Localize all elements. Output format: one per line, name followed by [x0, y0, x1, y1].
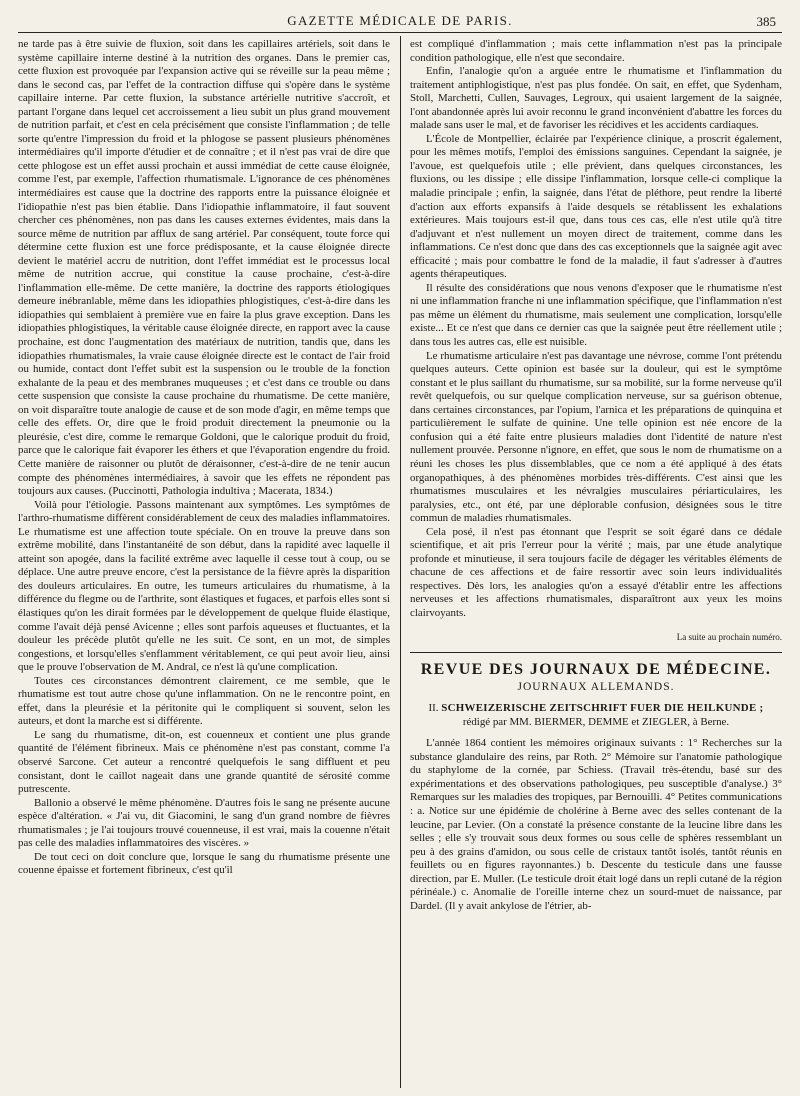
journal-number: II. — [428, 702, 439, 715]
section-subtitle: JOURNAUX ALLEMANDS. — [517, 680, 675, 693]
paragraph: L'École de Montpellier, éclairée par l'expérience clinique, a proscrit également, pour les mêmes motifs, l'emploi des émissions sanguines. Cependant la saignée, je l'avoue, est quelquefois utile ; elle prévient, dans quelques circonstances, les fluxions, ou les dissipe ; elle dissipe l'inflammation, lorsque celle-ci complique la maladie principale ; enfin, la saignée, dans l'état de pléthore, peut rendre la liberté d'action aux efforts expansifs à l'aide desquels se rétablissent les exhalations extérieures. Mais toujours est-il que, dans tous ces cas, elle n'est utile qu'à titre d'adjuvant et n'est nullement un moyen direct de traitement, comme dans les inflammations. Ce n'est donc que dans des cas exceptionnels que la saignée agit avec efficacité ; mais pour combattre le fond de la maladie, il faut s'adresser à d'autres agents thérapeutiques. — [410, 132, 782, 281]
right-column — [410, 38, 782, 1088]
section-title: REVUE DES JOURNAUX DE MÉDECINE. — [420, 661, 772, 679]
paragraph: Le sang du rhumatisme, dit-on, est couenneux et contient une plus grande quantité de l'élément fibrineux. Mais ce phénomène n'est pas constant, comme l'a observé Sarcone. Cet auteur a rencontré quelquefois le sang diffluent et peu consistant, dont le caillot nageait dans une grande quantité de sérosité comme putrescente. — [18, 728, 390, 796]
journal-editors: rédigé par MM. BIERMER, DEMME et ZIEGLER, à Berne. — [462, 715, 730, 728]
paragraph: Il résulte des considérations que nous venons d'exposer que le rhumatisme n'est ni une inflammation franche ni une inflammation spécifique, que l'inflammation n'est pas même un élément du rhumatisme, mais seulement une complication, lorsqu'elle existe... Et ce n'est que dans ce dernier cas que la saignée peut être réellement utile ; dans tous les autres cas, elle est nuisible. — [410, 281, 782, 349]
journal-name: SCHWEIZERISCHE ZEITSCHRIFT FUER DIE HEILKUNDE ; — [441, 702, 764, 715]
review-paragraph: L'année 1864 contient les mémoires originaux suivants : 1° Recherches sur la substance glandulaire des reins, par Roth. 2° Mémoire sur l'anatomie pathologique du staphylome de la cornée, par Schiess. (Travail très-étendu, basé sur des expérimentations et des observations pathologiques, peu susceptible d'analyse.) 3° Remarques sur les maladies des tropiques, par Bernouilli. 4° Petites communications : a. Notice sur une épidémie de cholérine à Berne avec des selles contenant de la leucine, par Levier. (On a constaté la présence constante de la leucine libre dans les selles ; elle s'y trouvait sous deux formes ou sous celle de sphères ressemblant un peu à des grains d'amidon, ou sous celle de cristaux tantôt isolés, tantôt réunis en feuillets ou en figures rayonnantes.) b. Descente du testicule dans une fausse direction, par E. Muller. (Le testicule droit était logé dans un repli cutané de la région périnéale.) c. Anomalie de l'oreille interne chez un sourd-muet de naissance, par Dardel. (Il y avait ankylose de l'étrier, ab- — [410, 737, 782, 912]
page-number: 385 — [756, 14, 776, 29]
paragraph: ne tarde pas à être suivie de fluxion, soit dans les capillaires artériels, soit dans le système capillaire interne destiné à la nutrition des organes. Dans le premier cas, cette fluxion est provoquée par l'expansion active qui se réveille sur la peau même ; dans le second cas, par l'effet de la contraction diffuse qui s'opère dans le système capillaire interne. Par cette fluxion, la substance artérielle nutritive s'accroît, et partant l'organe dans lequel cet accroissement a lieu subit un plus grand mouvement de nutrition parfait, et c'est en cela précisément que consiste l'inflammation ; de telle sorte qu'entre l'impression du froid et la phlogose se passent plusieurs phénomènes intermédiaires qu'il importe d'étudier et de connaître ; et il n'est pas vrai de dire que cette phlogose est un effet aussi prochain et aussi immédiat de cette cause éloignée, comme l'est, par exemple, l'affection rhumatismale. L'ignorance de ces phénomènes intermédiaires est cause que la doctrine des rapports entre la puissance éloignée et l'idiopathie n'est pas bien établie. Dans l'idiopathie inflammatoire, il faut souvent chercher ces phénomènes, non pas dans les causes externes évidentes, mais dans la source même de nutrition par afflux de sang artériel. Par conséquent, toute force qui détermine cette fluxion est une force prédisposante, et la cause éloignée directe devient le matériel accru de nutrition, dont l'effet immédiat est le processus local même de nutrition accrue, qui constitue la cause prochaine, c'est-à-dire l'inflammation elle-même. De cette manière, la doctrine des rapports étiologiques demeure inébranlable, même dans les idiopathies phlogistiques, c'est-à-dire dans les idiopathies qui semblaient à première vue en faire la plus grave exception. Dans les idiopathies phlogistiques, la véritable cause éloignée directe, en rapport avec la cause prochaine, est donc l'augmentation des matériaux de nutrition, tandis que, dans les idiopathies rhumatismales, la vraie cause éloignée directe est le contact de l'air froid ou humide, contact dont l'effet subit est la suspension ou le trouble de la fonction exhalante de la peau et des membranes muqueuses ; et c'est dans ce trouble ou dans cette suspension que consiste la cause prochaine du rhumatisme. De cette manière, on voit disparaître toute analogie de cause et de son mode d'agir, en même temps que celle des effets. Or, dire que le froid produit directement la pneumonie ou la pleurésie, c'est dire, comme le remarque Goldoni, que le calorique produit du froid, parce que le calorique fait évaporer les éthers et que l'évaporation engendre du froid. Cette manière de raisonner ou plutôt de déraisonner, c'est-à-dire de ne tenir aucun compte des phénomènes intermédiaires, à savoir que les effets ne répondent pas toujours aux causes. (Puccinotti, Pathologia indultiva ; Macerata, 1834.) — [18, 38, 390, 498]
paragraph: Ballonio a observé le même phénomène. D'autres fois le sang ne présente aucune espèce d'altération. « J'ai vu, dit Giacomini, le sang d'un grand nombre de fièvres rhumatismales ; je l'ai toujours trouvé couenneuse, il est vrai, mais la couenne n'était pas celle des maladies inflammatoires des viscères. » — [18, 796, 390, 850]
publication-title: GAZETTE MÉDICALE DE PARIS. — [287, 13, 513, 28]
column-divider — [400, 36, 401, 1088]
paragraph: De tout ceci on doit conclure que, lorsque le sang du rhumatisme présente une couenne épaisse et fortement fibrineux, c'est qu'il — [18, 850, 390, 877]
paragraph: Cela posé, il n'est pas étonnant que l'esprit se soit égaré dans ce dédale scientifique, et ait pris l'erreur pour la vérité ; mais, par une étude analytique profonde et minutieuse, il sera toujours facile de dégager les véritables éléments de chacune de ces affections et de faire ressortir avec soin leurs individualités respectives. Dès lors, les analogies qu'on a essayé d'établir entre les affections nerveuses et les affections rhumatismales, disparaîtront aux yeux les moins clairvoyants. — [410, 525, 782, 619]
page-header — [18, 10, 782, 33]
paragraph: est compliqué d'inflammation ; mais cette inflammation n'est pas la principale condition pathologique, elle n'est que secondaire. — [410, 38, 782, 64]
paragraph: Toutes ces circonstances démontrent clairement, ce me semble, que le rhumatisme est tout autre chose qu'une inflammation. On ne le rencontre point, en effet, dans la pleurésie et la péritonite qui le compliquent si souvent, selon les auteurs, et dont la marche est si différente. — [18, 674, 390, 728]
journal-heading — [410, 702, 782, 729]
paragraph: Enfin, l'analogie qu'on a arguée entre le rhumatisme et l'inflammation du traitement antiphlogistique, n'est pas plus fondée. On sait, en effet, que Sydenham, Stoll, Marchetti, Cullen, Sauvages, Legroux, qui usaient largement de la saignée, l'ont abandonnée après lui avoir reconnu le grand inconvénient d'abattre les forces du malade sans user le mal, et de favoriser les récidives et les accidents cardiaques. — [410, 65, 782, 132]
paragraph: Voilà pour l'étiologie. Passons maintenant aux symptômes. Les symptômes de l'arthro-rhumatisme diffèrent considérablement de ceux des maladies inflammatoires. Le rhumatisme est une affection toute spéciale. On en trouve la preuve dans son extrême mobilité, dans l'instantanéité de son début, dans la rapidité avec laquelle il atteint son apogée, dans la facilité extrême avec laquelle il cesse tout à coup, ou se déplace. Une autre preuve encore, c'est la persistance de la fièvre après la disparition des douleurs articulaires. En outre, les tumeurs articulaires du rhumatisme, à la différence du flegme ou de l'arthrite, sont élastiques et fugaces, et parfois elles sont si élastiques qu'on les dirait formées par le développement de quelque fluide élastique, comme l'avait déjà pensé Avicenne ; elles sont parfois aqueuses et fluctuantes, et la douleur les précède plutôt qu'elle ne les suit. Ce sont, en un mot, de simples congestions, et lorsqu'elles s'enflamment véritablement, ce qui peut avoir lieu, ainsi que le prouve l'observation de M. Andral, ce n'est là qu'une complication. — [18, 498, 390, 674]
continuation-note: La suite au prochain numéro. — [676, 631, 782, 642]
left-column — [18, 38, 390, 1088]
paragraph: Le rhumatisme articulaire n'est pas davantage une névrose, comme l'ont prétendu quelques auteurs. Cette opinion est basée sur la douleur, qui est le symptôme constant et le plus saillant du rhumatisme, sur sa mobilité, sur la forme nerveuse qu'il revêt quelquefois, ou sur quelque complication nerveuse, sur sa guérison obtenue, dans certaines circonstances, par l'opium, l'arnica et les préparations de quinquina et particulièrement le sulfate de quinine. Une telle opinion est née encore de la confusion qui a été faite entre plusieurs maladies dont l'identité de nature n'est nullement prouvée. Personne n'ignore, en effet, que sous le nom de rhumatisme on a réuni les choses les plus dissemblables, que ce nom a été appliqué à des états organopathiques, à des phénomènes morbides très-différents. C'est ainsi que les rhumatismes musculaires et les névralgies musculaires périarticulaires, les paralysies, etc., ont été, par une déplorable confusion, désignées sous le titre commun de maladies rhumatismales. — [410, 349, 782, 525]
section-divider — [410, 652, 782, 653]
